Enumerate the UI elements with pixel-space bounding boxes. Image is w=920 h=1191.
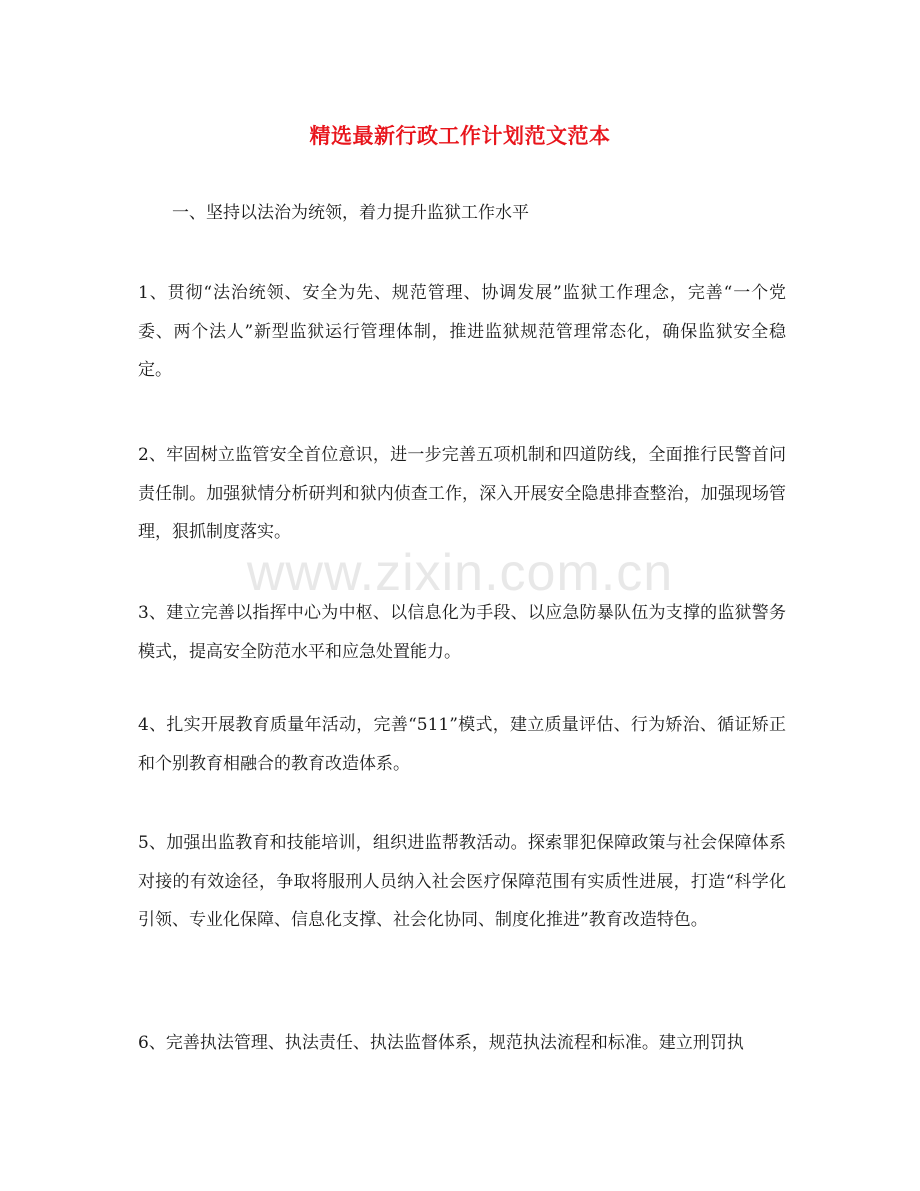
- paragraph-6: 6、完善执法管理、执法责任、执法监督体系，规范执法流程和标准。建立刑罚执: [138, 1033, 744, 1053]
- paragraph-1: 1、贯彻“法治统领、安全为先、规范管理、协调发展”监狱工作理念，完善“一个党委、两个法人”新型监狱运行管理体制，推进监狱规范管理常态化，确保监狱安全稳定。: [138, 283, 786, 380]
- paragraph-3: 3、建立完善以指挥中心为中枢、以信息化为手段、以应急防暴队伍为支撑的监狱警务模式，提高安全防范水平和应急处置能力。: [138, 603, 786, 662]
- paragraph-2: 2、牢固树立监管安全首位意识，进一步完善五项机制和四道防线，全面推行民警首问责任制。加强狱情分析研判和狱内侦查工作，深入开展安全隐患排查整治，加强现场管理，狠抓制度落实。: [138, 445, 786, 542]
- section-heading: 一、坚持以法治为统领，着力提升监狱工作水平: [172, 203, 529, 223]
- paragraph-5: 5、加强出监教育和技能培训，组织进监帮教活动。探索罪犯保障政策与社会保障体系对接的有效途径，争取将服刑人员纳入社会医疗保障范围有实质性进展，打造“科学化引领、专业化保障、信息化支撑、社会化协同、制度化推进”教育改造特色。: [138, 833, 786, 930]
- paragraph-4: 4、扎实开展教育质量年活动，完善“511”模式，建立质量评估、行为矫治、循证矫正和个别教育相融合的教育改造体系。: [138, 715, 786, 774]
- watermark: www.zixin.com.cn: [246, 544, 674, 602]
- document-title: 精选最新行政工作计划范文范本: [309, 123, 611, 148]
